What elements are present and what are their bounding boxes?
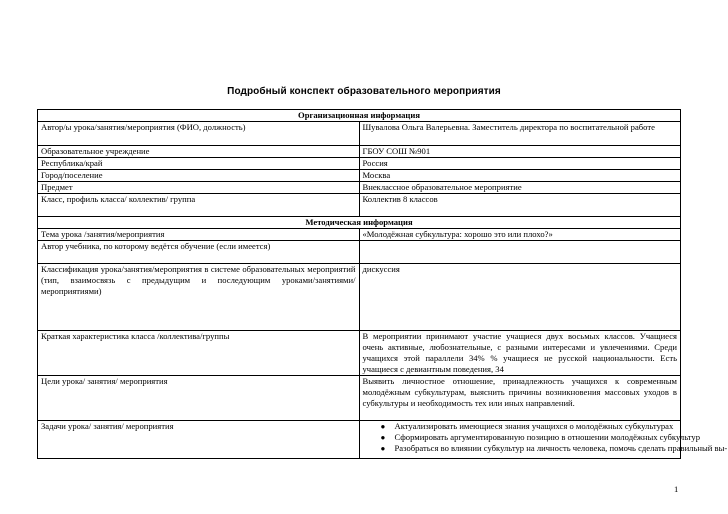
table-row-characteristic bbox=[38, 331, 681, 376]
table-row-classification bbox=[38, 264, 681, 331]
value-region: Россия bbox=[359, 158, 681, 170]
document-title: Подробный конспект образовательного мероприятия bbox=[227, 86, 501, 97]
value-characteristic: В мероприятии принимают участие учащиеся двух восьмых классов. Учащиеся очень активные, любознательные, с разными интересами и увлечениями. Среди учащихся этой параллели 34% % учащиеся не русской национальности. Есть учащиеся с девиантным поведения, 34 bbox=[359, 331, 681, 376]
value-textbook bbox=[359, 241, 681, 264]
table-row-subject bbox=[38, 182, 681, 194]
list-item: ● Сформировать аргументированную позицию в отношении молодёжных субкультур bbox=[380, 432, 701, 442]
label-subject: Предмет bbox=[38, 182, 360, 194]
value-subject: Внеклассное образовательное мероприятие bbox=[359, 182, 681, 194]
label-characteristic: Краткая характеристика класса /коллектива/группы bbox=[38, 331, 360, 376]
label-classification: Классификация урока/занятия/мероприятия в системе образовательных мероприятий (тип, взаимосвязь с предыдущим и последующим уроками/занятиями/мероприятиями) bbox=[38, 264, 360, 331]
label-region: Республика/край bbox=[38, 158, 360, 170]
lesson-plan-table bbox=[37, 109, 728, 459]
table-row-class bbox=[38, 194, 681, 217]
table-row-tasks bbox=[38, 421, 681, 459]
label-tasks: Задачи урока/ занятия/ мероприятия bbox=[38, 421, 360, 459]
table-row-topic bbox=[38, 229, 681, 241]
value-institution: ГБОУ СОШ №901 bbox=[359, 146, 681, 158]
label-goals: Цели урока/ занятия/ мероприятия bbox=[38, 376, 360, 421]
value-goals: Выявить личностное отношение, принадлежность учащихся к современным молодёжным субкультурам, выяснить причины возникновения массовых уходов в субкультуры и необходимость тех или иных направлений. bbox=[359, 376, 681, 421]
section-header-org: Организационная информация bbox=[38, 110, 681, 122]
bullet-icon: ● bbox=[380, 433, 386, 442]
value-class: Коллектив 8 классов bbox=[359, 194, 681, 217]
label-textbook: Автор учебника, по которому ведётся обучение (если имеется) bbox=[38, 241, 360, 264]
value-tasks bbox=[359, 421, 728, 459]
value-author: Шувалова Ольга Валерьевна. Заместитель директора по воспитательной работе bbox=[359, 122, 681, 146]
bullet-icon: ● bbox=[380, 444, 386, 453]
list-item: ● Актуализировать имеющиеся знания учащихся о молодёжных субкультурах bbox=[380, 421, 674, 431]
label-topic: Тема урока /занятия/мероприятия bbox=[38, 229, 360, 241]
tasks-list bbox=[363, 421, 728, 454]
label-author: Автор/ы урока/занятия/мероприятия (ФИО, должность) bbox=[38, 122, 360, 146]
table-row-author bbox=[38, 122, 681, 146]
table-row-region bbox=[38, 158, 681, 170]
value-classification: дискуссия bbox=[359, 264, 681, 331]
section-header-method: Методическая информация bbox=[38, 217, 681, 229]
label-class: Класс, профиль класса/ коллектив/ группа bbox=[38, 194, 360, 217]
bullet-icon: ● bbox=[380, 422, 386, 431]
table-row-textbook bbox=[38, 241, 681, 264]
value-topic: «Молодёжная субкультура: хорошо это или плохо?» bbox=[359, 229, 681, 241]
table-row-city bbox=[38, 170, 681, 182]
table-row-institution bbox=[38, 146, 681, 158]
list-item: ● Разобраться во влиянии субкультур на личность человека, помочь сделать правильный вы- bbox=[380, 443, 728, 453]
value-city: Москва bbox=[359, 170, 681, 182]
section-row-org bbox=[38, 110, 681, 122]
table-row-goals bbox=[38, 376, 681, 421]
label-city: Город/поселение bbox=[38, 170, 360, 182]
label-institution: Образовательное учреждение bbox=[38, 146, 360, 158]
section-row-method bbox=[38, 217, 681, 229]
page-number: 1 bbox=[674, 484, 679, 494]
